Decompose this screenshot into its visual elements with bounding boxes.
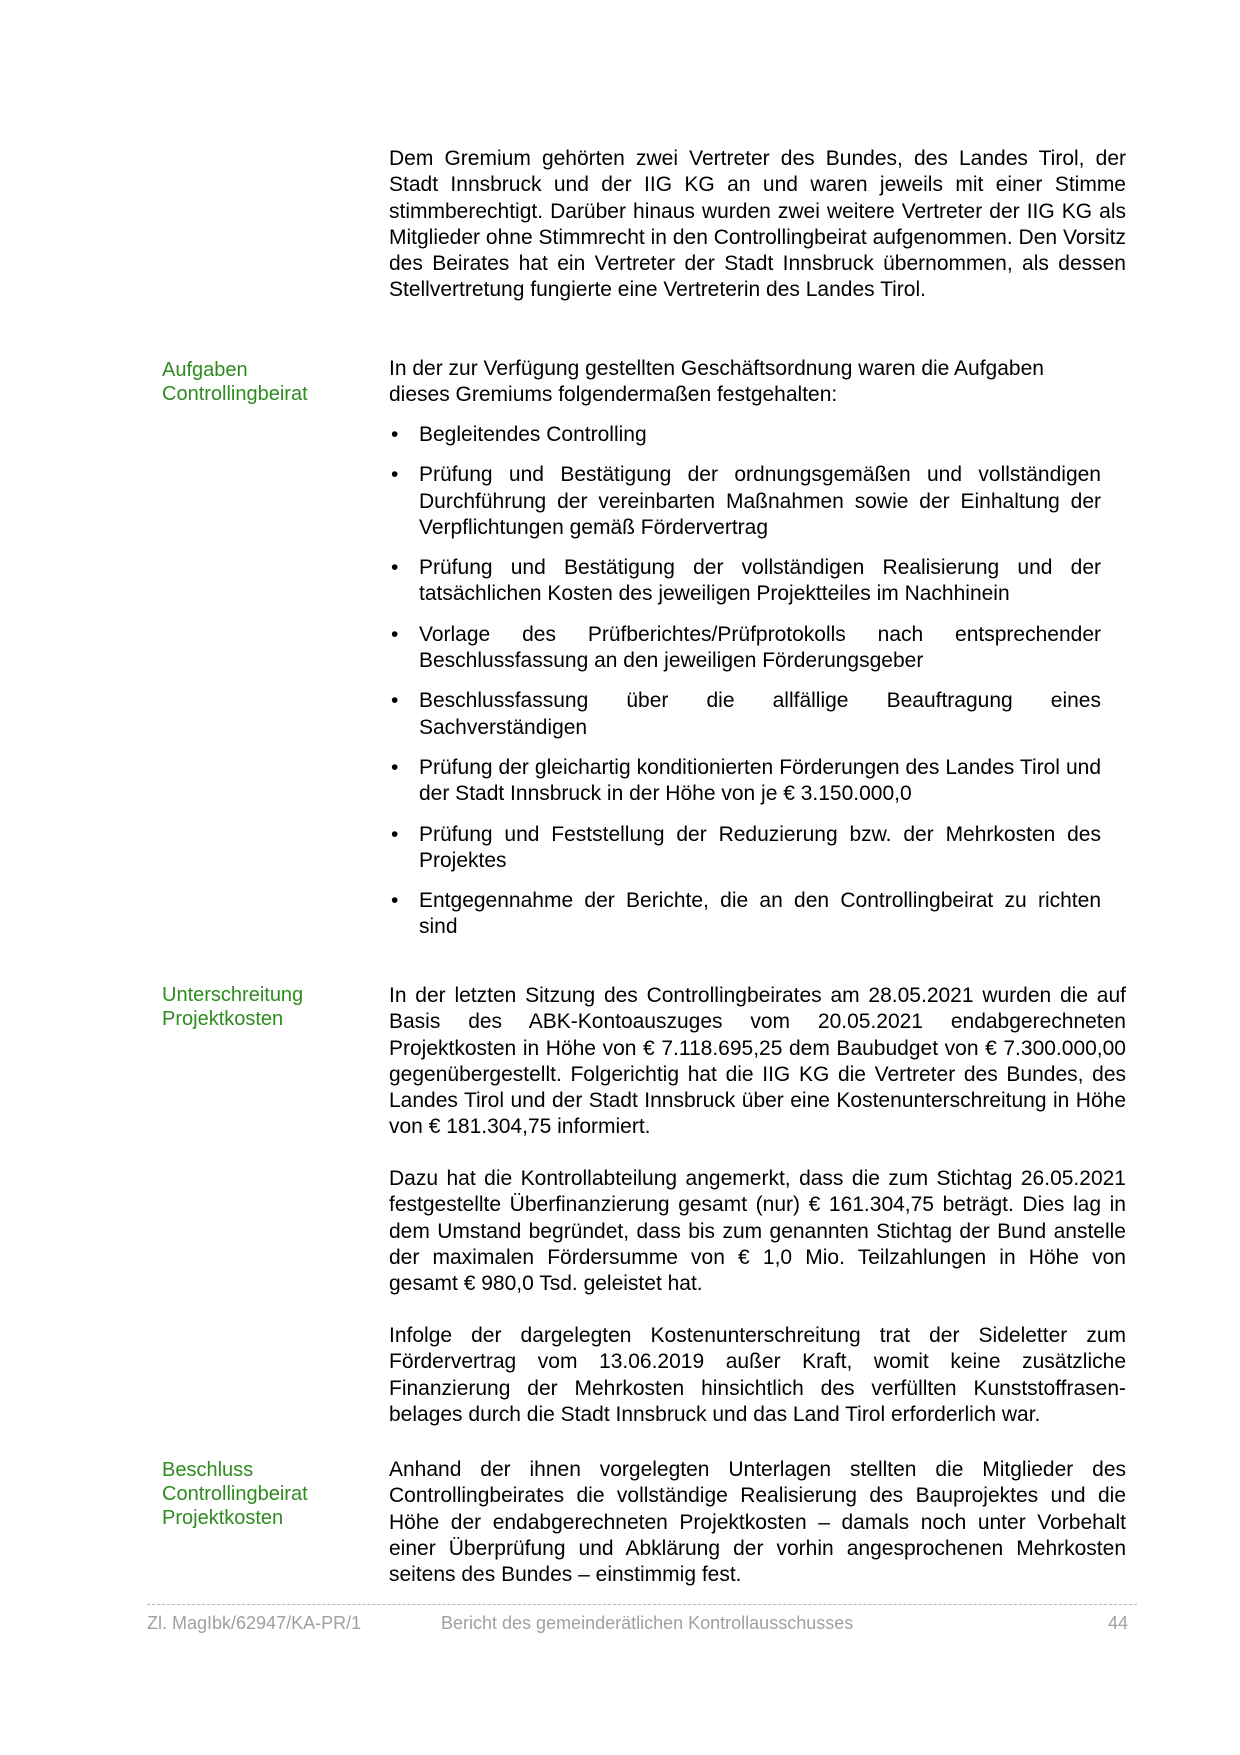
sidenote-beschluss	[162, 1458, 362, 1530]
list-item: • Beschlussfassung über die allfällige Beauftragung eines Sachverständigen	[391, 689, 1101, 739]
paragraph-audit-remark: Dazu hat die Kontrollabteilung angemerkt, dass die zum Stichtag 26.05.2021 festgestellte Überfinanzierung gesamt (nur) € 161.304,75 beträgt. Dies lag in dem Umstand begründet, dass bis zum genannten Stichtag der Bund anstelle der maximalen Fördersumme von € 1,0 Mio. Teilzahlungen in Höhe von gesamt € 980,0 Tsd. geleistet hat.	[389, 1167, 1126, 1296]
sidenote-line: Unterschreitung	[162, 984, 304, 1006]
page-number: 44	[1108, 1613, 1129, 1633]
bullet-icon: •	[391, 889, 399, 913]
sidenote-line: Beschluss	[162, 1459, 254, 1481]
paragraph-tasks-intro: In der zur Verfügung gestellten Geschäftsordnung waren die Aufgaben dieses Gremiums folgendermaßen festgehalten:	[389, 357, 1044, 407]
bullet-icon: •	[391, 423, 399, 446]
sidenote-line: Controllingbeirat	[162, 383, 308, 405]
bullet-icon: •	[391, 622, 399, 646]
footer-divider	[147, 1604, 1137, 1605]
task-list	[389, 422, 1101, 955]
sidenote-unterschreitung	[162, 983, 362, 1031]
sidenote-line: Controllingbeirat	[162, 1483, 308, 1505]
footer-reference: Zl. MagIbk/62947/KA-PR/1	[147, 1613, 362, 1633]
sidenote-line: Aufgaben	[162, 359, 248, 381]
list-item: • Entgegennahme der Berichte, die an den Controllingbeirat zu richten sind	[391, 889, 1101, 939]
bullet-icon: •	[391, 689, 399, 713]
sidenote-line: Projektkosten	[162, 1008, 284, 1030]
paragraph-sideletter: Infolge der dargelegten Kostenunterschreitung trat der Sideletter zum Fördervertrag vom 13.06.2019 außer Kraft, womit keine zusätzliche Finanzierung der Mehrkosten hinsichtlich des verfüllten Kunststoffrasen-belages durch die Stadt Innsbruck und das Land Tirol erforderlich war.	[389, 1324, 1126, 1426]
list-item: • Prüfung der gleichartig konditionierten Förderungen des Landes Tirol und der Stadt Innsbruck in der Höhe von je € 3.150.000,0	[391, 755, 1101, 806]
bullet-icon: •	[391, 556, 399, 580]
paragraph-resolution: Anhand der ihnen vorgelegten Unterlagen stellten die Mitglieder des Controllingbeirates die vollständige Realisierung des Bauprojektes und die Höhe der endabgerechneten Projektkosten – damals noch unter Vorbehalt einer Überprüfung und Abklärung der vorhin angesprochenen Mehrkosten seitens des Bundes – einstimmig fest.	[389, 1458, 1126, 1587]
paragraph-cost-underrun: In der letzten Sitzung des Controllingbeirates am 28.05.2021 wurden die auf Basis des ABK-Kontoauszuges vom 20.05.2021 endabgerechneten Projektkosten in Höhe von € 7.118.695,25 dem Baubudget von € 7.300.000,00 gegenübergestellt. Folgerichtig hat die IIG KG die Vertreter des Bundes, des Landes Tirol und der Stadt Innsbruck über eine Kostenunterschreitung in Höhe von € 181.304,75 informiert.	[389, 984, 1126, 1139]
bullet-icon: •	[391, 463, 399, 487]
bullet-icon: •	[391, 755, 399, 779]
list-item: • Vorlage des Prüfberichtes/Prüfprotokolls nach entsprechender Beschlussfassung an den jeweiligen Förderungsgeber	[391, 622, 1101, 673]
list-item: • Begleitendes Controlling	[389, 422, 1101, 448]
sidenote-aufgaben	[162, 358, 362, 406]
sidenote-line: Projektkosten	[162, 1507, 284, 1529]
paragraph-gremium-members: Dem Gremium gehörten zwei Vertreter des Bundes, des Landes Tirol, der Stadt Innsbruck und der IIG KG an und waren jeweils mit einer Stimme stimmberechtigt. Darüber hinaus wurden zwei weitere Vertreter der IIG KG als Mitglieder ohne Stimmrecht in den Controllingbeirat aufgenommen. Den Vorsitz des Beirates hat ein Vertreter der Stadt Innsbruck übernommen, als dessen Stellvertretung fungierte eine Vertreterin des Landes Tirol.	[389, 147, 1126, 302]
list-item: • Prüfung und Feststellung der Reduzierung bzw. der Mehrkosten des Projektes	[391, 822, 1101, 872]
list-item: • Prüfung und Bestätigung der vollständigen Realisierung und der tatsächlichen Kosten des jeweiligen Projektteiles im Nachhinein	[391, 556, 1101, 606]
footer-title: Bericht des gemeinderätlichen Kontrollausschusses	[441, 1613, 854, 1633]
bullet-icon: •	[391, 822, 399, 846]
list-item: • Prüfung und Bestätigung der ordnungsgemäßen und vollständigen Durchführung der vereinbarten Maßnahmen sowie der Einhaltung der Verpflichtungen gemäß Fördervertrag	[391, 463, 1101, 539]
